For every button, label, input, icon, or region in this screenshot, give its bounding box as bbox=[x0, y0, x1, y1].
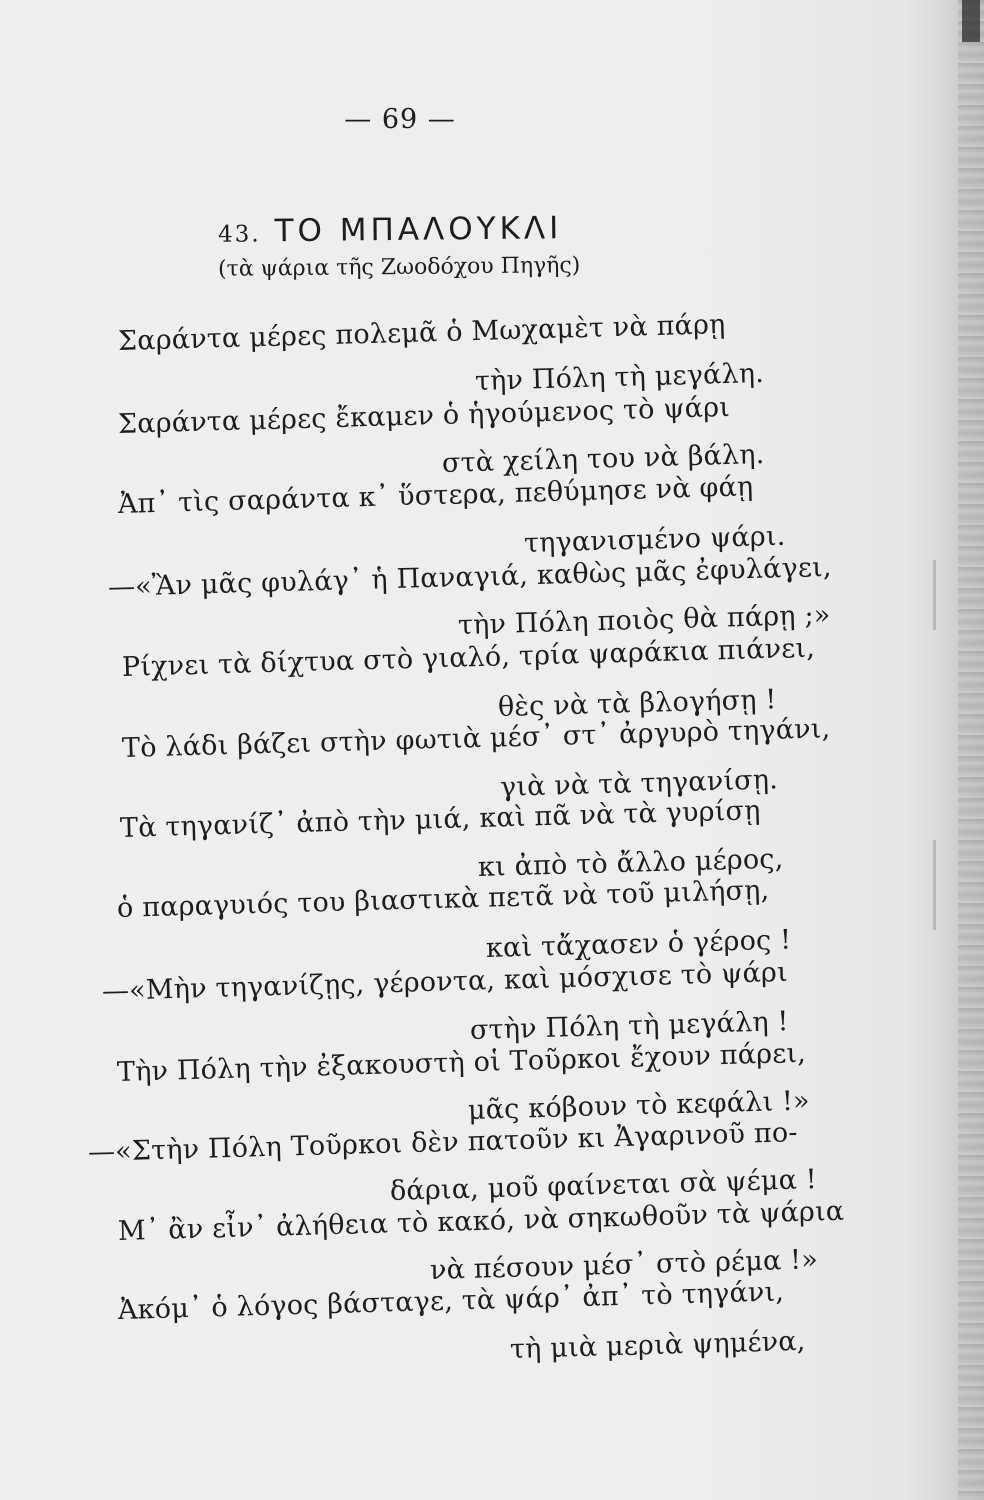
verse-line: —«Μὴν τηγανίζῃς, γέροντα, καὶ μόσχισε τὸ ψάρι bbox=[101, 956, 789, 1007]
poem-subtitle: (τὰ ψάρια τῆς Ζωοδόχου Πηγῆς) bbox=[217, 253, 581, 282]
verse-line: Σαράντα μέρες ἔκαμεν ὁ ἡγούμενος τὸ ψάρι bbox=[117, 391, 731, 440]
binding-edge bbox=[958, 0, 984, 1500]
verse-line: —«Στὴν Πόλη Τοῦρκοι δὲν πατοῦν κι Ἀγαρινοῦ πο- bbox=[87, 1117, 799, 1168]
verse-line: γιὰ νὰ τὰ τηγανίσῃ. bbox=[499, 764, 779, 803]
verse-line: Τὴν Πόλη τὴν ἐξακουστὴ οἱ Τοῦρκοι ἔχουν πάρει, bbox=[116, 1037, 807, 1088]
page-mark bbox=[933, 840, 936, 930]
poem-title: ΤΟ ΜΠΑΛΟΥΚΛΙ bbox=[274, 210, 563, 250]
verse-line: κι ἀπὸ τὸ ἄλλο μέρος, bbox=[477, 843, 784, 883]
verse-line: τὴν Πόλη ποιὸς θὰ πάρῃ ;» bbox=[457, 599, 831, 641]
verse-line: τὴ μιὰ μεριὰ ψημένα, bbox=[509, 1325, 806, 1365]
verse-line: ὁ παραγυιός του βιαστικὰ πετᾶ νὰ τοῦ μιλήσῃ, bbox=[116, 874, 770, 924]
verse-line: θὲς νὰ τὰ βλογήσῃ ! bbox=[497, 684, 777, 723]
verse-line: στὰ χείλη του νὰ βάλη. bbox=[441, 439, 765, 479]
binding-shadow bbox=[962, 0, 980, 42]
verse-line: Τὸ λάδι βάζει στὴν φωτιὰ μέσ᾽ στ᾽ ἀργυρὸ τηγάνι, bbox=[121, 713, 831, 764]
verse-line: καὶ τἄχασεν ὁ γέρος ! bbox=[485, 924, 792, 964]
verse-line: δάρια, μοῦ φαίνεται σὰ ψέμα ! bbox=[389, 1164, 818, 1207]
page-number: — 69 — bbox=[344, 104, 456, 135]
poem-number: 43. bbox=[217, 221, 261, 248]
verse-line: Μ᾽ ἂν εἶν᾽ ἀλήθεια τὸ κακό, νὰ σηκωθοῦν τὰ ψάρια bbox=[117, 1195, 845, 1247]
verse-line: Τὰ τηγανίζ᾽ ἀπὸ τὴν μιά, καὶ πᾶ νὰ τὰ γυρίσῃ bbox=[119, 795, 761, 844]
verse-line: Ρίχνει τὰ δίχτυα στὸ γιαλό, τρία ψαράκια πιάνει, bbox=[121, 632, 816, 683]
verse-line: τὴν Πόλη τὴ μεγάλη. bbox=[474, 357, 765, 397]
verse-line: μᾶς κόβουν τὸ κεφάλι !» bbox=[467, 1085, 811, 1126]
verse-line: Ἀκόμ᾽ ὁ λόγος βάσταγε, τὰ ψάρ᾽ ἀπ᾽ τὸ τηγάνι, bbox=[117, 1276, 785, 1326]
poem-heading bbox=[218, 210, 563, 250]
verse-line: νὰ πέσουν μέσ᾽ στὸ ρέμα !» bbox=[429, 1244, 819, 1286]
verse-line: —«Ἂν μᾶς φυλάγ᾽ ἡ Παναγιά, καθὼς μᾶς ἐφυλάγει, bbox=[107, 551, 833, 603]
page-mark bbox=[933, 560, 936, 630]
verse-line: Σαράντα μέρες πολεμᾶ ὁ Μωχαμὲτ νὰ πάρῃ bbox=[117, 309, 726, 357]
verse-line: Ἀπ᾽ τὶς σαράντα κ᾽ ὕστερα, πεθύμησε νὰ φάῃ bbox=[117, 471, 754, 520]
verse-line: στὴν Πόλη τὴ μεγάλη ! bbox=[469, 1006, 790, 1046]
verse-line: τηγανισμένο ψάρι. bbox=[523, 520, 786, 559]
